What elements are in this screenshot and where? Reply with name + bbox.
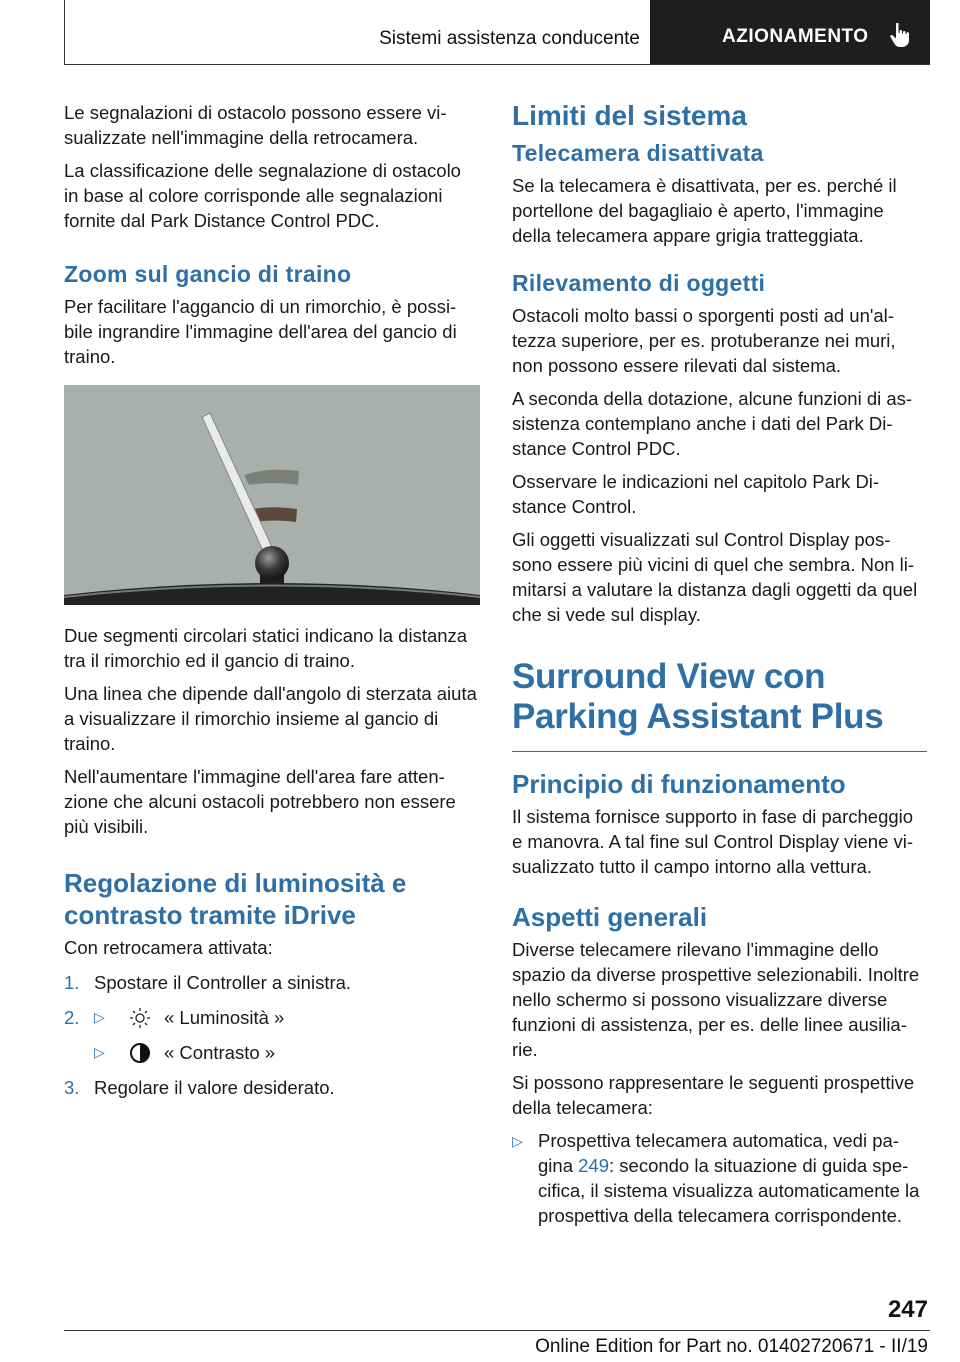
paragraph: Se la telecamera è disattivata, per es. perché il portellone del bagagliaio è aperto, l'immagine della telecamera appare grigia tratteggiata. bbox=[512, 175, 897, 246]
paragraph: Per facilitare l'aggancio di un rimorchio, è possi- bile ingrandire l'immagine dell'area del gancio di traino. bbox=[64, 296, 457, 367]
heading-surround-view: Surround View con Parking Assistant Plus bbox=[512, 657, 884, 736]
paragraph: Le segnalazioni di ostacolo possono essere vi- sualizzate nell'immagine della retrocamera. bbox=[64, 102, 447, 148]
paragraph: Con retrocamera attivata: bbox=[64, 937, 273, 958]
paragraph: Ostacoli molto bassi o sporgenti posti ad un'al- tezza superiore, per es. protuberanze nei muri, non possono essere rilevati dal sistema. bbox=[512, 305, 896, 376]
paragraph: Diverse telecamere rilevano l'immagine dello spazio da diverse prospettive selezionabili. Inoltre nello schermo si possono visualizzare diverse funzioni di assistenza, per es. delle linee ausilia- rie. bbox=[512, 939, 920, 1060]
paragraph: Nell'aumentare l'immagine dell'area fare atten- zione che alcuni ostacoli potrebbero non essere più visibili. bbox=[64, 766, 456, 837]
header-section-title: Sistemi assistenza conducente bbox=[379, 28, 640, 49]
header-rule bbox=[64, 64, 930, 65]
heading-camera-off: Telecamera disattivata bbox=[512, 140, 764, 166]
heading-object-detection: Rilevamento di oggetti bbox=[512, 270, 766, 296]
paragraph: Il sistema fornisce supporto in fase di parcheggio e manovra. A tal fine sul Control Display viene vi- sualizzato tutto il campo intorno alla vettura. bbox=[512, 806, 914, 877]
page-number: 247 bbox=[887, 1296, 928, 1323]
subitem-brightness bbox=[94, 1005, 284, 1030]
step-text: Spostare il Controller a sinistra. bbox=[94, 972, 352, 993]
heading-general-aspects: Aspetti generali bbox=[512, 902, 708, 932]
paragraph: Gli oggetti visualizzati sul Control Display pos- sono essere più vicini di quel che sembra. Non li- mitarsi a valutare la distanza dagli oggetti da quel che si vede sul display. bbox=[512, 529, 918, 625]
list-item bbox=[512, 1128, 927, 1228]
step-number: 1. bbox=[64, 972, 80, 993]
steps-list bbox=[64, 970, 479, 1100]
footer-edition: Online Edition for Part no. 01402720671 - II/19 bbox=[535, 1336, 928, 1357]
bullet-text-start: Prospettiva telecamera automatica, vedi pa- gina bbox=[538, 1130, 899, 1176]
heading-zoom: Zoom sul gancio di traino bbox=[64, 261, 352, 287]
contrast-icon bbox=[128, 1041, 152, 1065]
header-chapter-label: AZIONAMENTO bbox=[722, 26, 869, 47]
section-rule bbox=[512, 751, 927, 752]
step-subitems bbox=[66, 1005, 284, 1075]
paragraph: La classificazione delle segnalazione di ostacolo in base al colore corrisponde alle segnalazioni fornite dal Park Distance Control PDC. bbox=[64, 160, 461, 231]
bullet-text bbox=[538, 1128, 927, 1228]
page-link[interactable]: 249 bbox=[578, 1155, 609, 1176]
hand-pointer-icon bbox=[889, 22, 911, 53]
subitem-contrast bbox=[94, 1040, 284, 1065]
triangle-bullet-icon: ▷ bbox=[94, 1009, 105, 1025]
paragraph: Si possono rappresentare le seguenti prospettive della telecamera: bbox=[512, 1072, 915, 1118]
subitem-label: « Contrasto » bbox=[164, 1042, 276, 1063]
hitch-camera-illustration bbox=[64, 385, 480, 605]
header-divider bbox=[64, 0, 65, 64]
paragraph: Due segmenti circolari statici indicano la distanza tra il rimorchio ed il gancio di traino. bbox=[64, 625, 468, 671]
left-column bbox=[64, 100, 479, 1110]
paragraph: A seconda della dotazione, alcune funzioni di as- sistenza contemplano anche i dati del Park Di- stance Control PDC. bbox=[512, 388, 913, 459]
subitem-label: « Luminosità » bbox=[164, 1007, 285, 1028]
paragraph: Osservare le indicazioni nel capitolo Park Di- stance Control. bbox=[512, 471, 880, 517]
triangle-bullet-icon: ▷ bbox=[512, 1133, 523, 1149]
heading-system-limits: Limiti del sistema bbox=[512, 100, 747, 131]
step-number: 3. bbox=[64, 1077, 80, 1098]
header-chapter-tab bbox=[650, 0, 930, 64]
step-text: Regolare il valore desiderato. bbox=[94, 1077, 335, 1098]
heading-brightness-contrast: Regolazione di luminosità e contrasto tramite iDrive bbox=[64, 868, 407, 930]
list-item bbox=[64, 1005, 479, 1075]
paragraph: Una linea che dipende dall'angolo di sterzata aiuta a visualizzare il rimorchio insieme al gancio di traino. bbox=[64, 683, 477, 754]
right-column bbox=[512, 100, 927, 1228]
list-item bbox=[64, 1075, 479, 1100]
list-item bbox=[64, 970, 479, 995]
footer-rule bbox=[64, 1330, 930, 1331]
hitch-camera-figure bbox=[64, 385, 480, 605]
bullet-text-end: : secondo la situazione di guida spe- cifica, il sistema visualizza automaticamente la prospettiva della telecamera corrispondente. bbox=[538, 1155, 920, 1226]
sun-brightness-icon bbox=[128, 1006, 152, 1030]
step-number: 2. bbox=[64, 1007, 80, 1028]
heading-principle: Principio di funzionamento bbox=[512, 769, 846, 799]
triangle-bullet-icon: ▷ bbox=[94, 1044, 105, 1060]
